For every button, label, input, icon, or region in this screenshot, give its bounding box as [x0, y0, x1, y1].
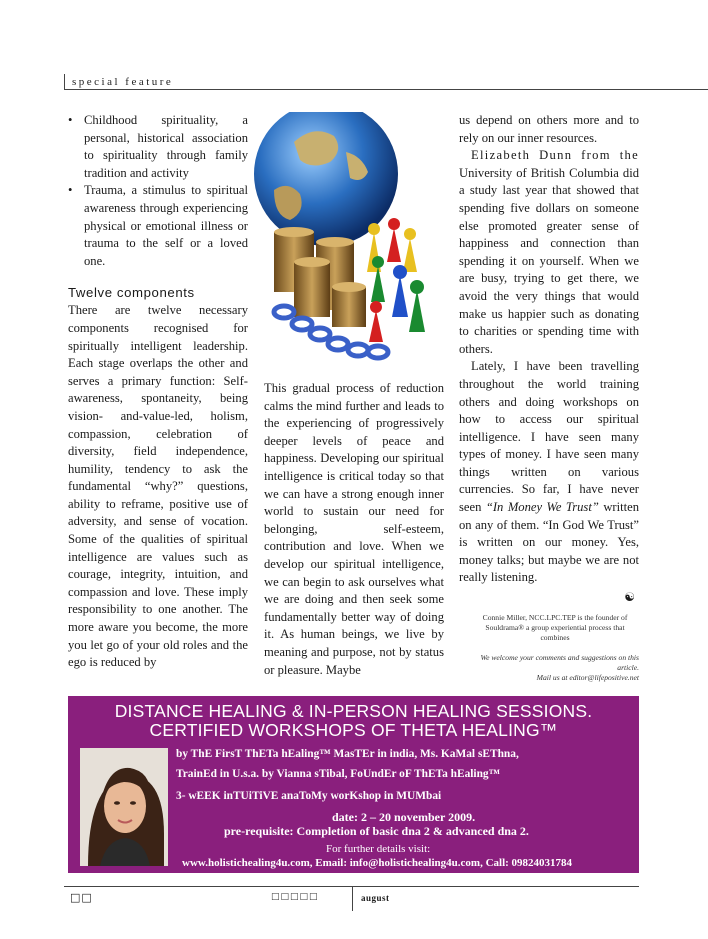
body-paragraph: Elizabeth Dunn from the University of British Columbia did a study last year that showed that spending five dollars on someone else promoted greater sense of happiness and connection than spending it on yourself. When we are busy, trying to get there, we avoid the very things that would make us happier such as donating to charities or spending time with others.: [459, 148, 639, 356]
ad-headline: DISTANCE HEALING & IN-PERSON HEALING SESSIONS. CERTIFIED WORKSHOPS OF THETA HEALING™: [114, 701, 593, 740]
body-paragraph: This gradual process of reduction calms the mind further and leads to the experiencing of progressively deeper levels of peace and happiness. Developing our spiritual intelligence is critical today so that we can have a strong enough inner world to sustain our need for belonging, self-esteem, contribution and love. When we develop our spiritual intelligence, we can begin to ask ourselves what we are doing and then seek some fundamentally better way of doing it. As human beings, we live by meaning and purpose, not by status or pleasure. Maybe: [264, 381, 444, 677]
page-number: □□: [70, 891, 93, 904]
column-1: [68, 112, 248, 672]
body-paragraph: There are twelve necessary components recognised for spiritually intelligent leadership. Each stage overlaps the other and serves a primary function: Self-awareness, spontaneity, being vision- and-value-led, holism, compassion, celebration of diversity, field independence, humility, tendency to ask the fundamental “why?” questions, ability to reframe, positive use of adversity, and sense of vocation. Some of the qualities of spiritual intelligence are values such as courage, integrity, intuition, and compassion and love. These imply responsibility to one another. The more aware you become, the more you let go of your old roles and the ego is reduced by: [68, 303, 248, 670]
end-mark-icon: ☯: [624, 590, 635, 605]
section-label: special feature: [72, 76, 174, 88]
column-3: [459, 112, 639, 683]
ad-line: 3- wEEK inTUiTiVE anaToMy worKshop in MUMbai: [176, 790, 442, 802]
bullet-item: • Trauma, a stimulus to spiritual awareness through experiencing physical or emotional illness or trauma to the self or a loved one.: [68, 182, 248, 270]
author-note: Connie Miller, NCC.LPC.TEP is the founder of Souldrama® a group experiential process that combines: [482, 612, 628, 642]
theta-healing-ad: [68, 696, 639, 873]
ad-date: date: 2 – 20 november 2009.: [332, 810, 476, 824]
welcome-note: We welcome your comments and suggestions on this article. Mail us at editor@lifepositive.net: [480, 652, 639, 682]
ad-line: TrainEd in U.s.a. by Vianna sTibal, FoUndEr oF ThETa hEaling™: [176, 768, 501, 780]
header-rule: [64, 89, 708, 90]
issue-month: august: [361, 893, 390, 903]
ad-contact: www.holistichealing4u.com, Email: info@holistichealing4u.com, Call: 09824031784: [182, 857, 573, 869]
body-paragraph: us depend on others more and to rely on our inner resources.: [459, 113, 639, 145]
bullet-item: • Childhood spirituality, a personal, historical association to spirituality through family tradition and activity: [68, 112, 248, 182]
globe-coins-image: [254, 112, 442, 367]
column-2: [264, 380, 444, 679]
magazine-name: □□□□□: [271, 892, 319, 902]
ad-prerequisite: pre-requisite: Completion of basic dna 2 & advanced dna 2.: [224, 824, 529, 838]
footer-separator: [352, 886, 353, 911]
quote: “In Money We Trust”: [485, 500, 599, 515]
lead-in: Elizabeth Dunn from the: [471, 148, 639, 163]
body-paragraph: Lately, I have been travelling throughout the world training others and doing workshops on how to access our spiritual intelligence. I have seen many types of money. I have seen many things written on various currencies. So far, I have never seen “In Money We Trust” written on any of them. “In God We Trust” is written on our money. Yes, money talks; but maybe we are not really listening.: [459, 359, 639, 585]
bullet-list: [68, 112, 248, 270]
ad-line: For further details visit:: [326, 843, 431, 855]
portrait-photo: [80, 748, 168, 866]
header-tick: [64, 74, 65, 90]
ad-line: by ThE FirsT ThETa hEaling™ MasTEr in india, Ms. KaMal sEThna,: [176, 748, 519, 760]
subheading: Twelve components: [68, 285, 195, 301]
